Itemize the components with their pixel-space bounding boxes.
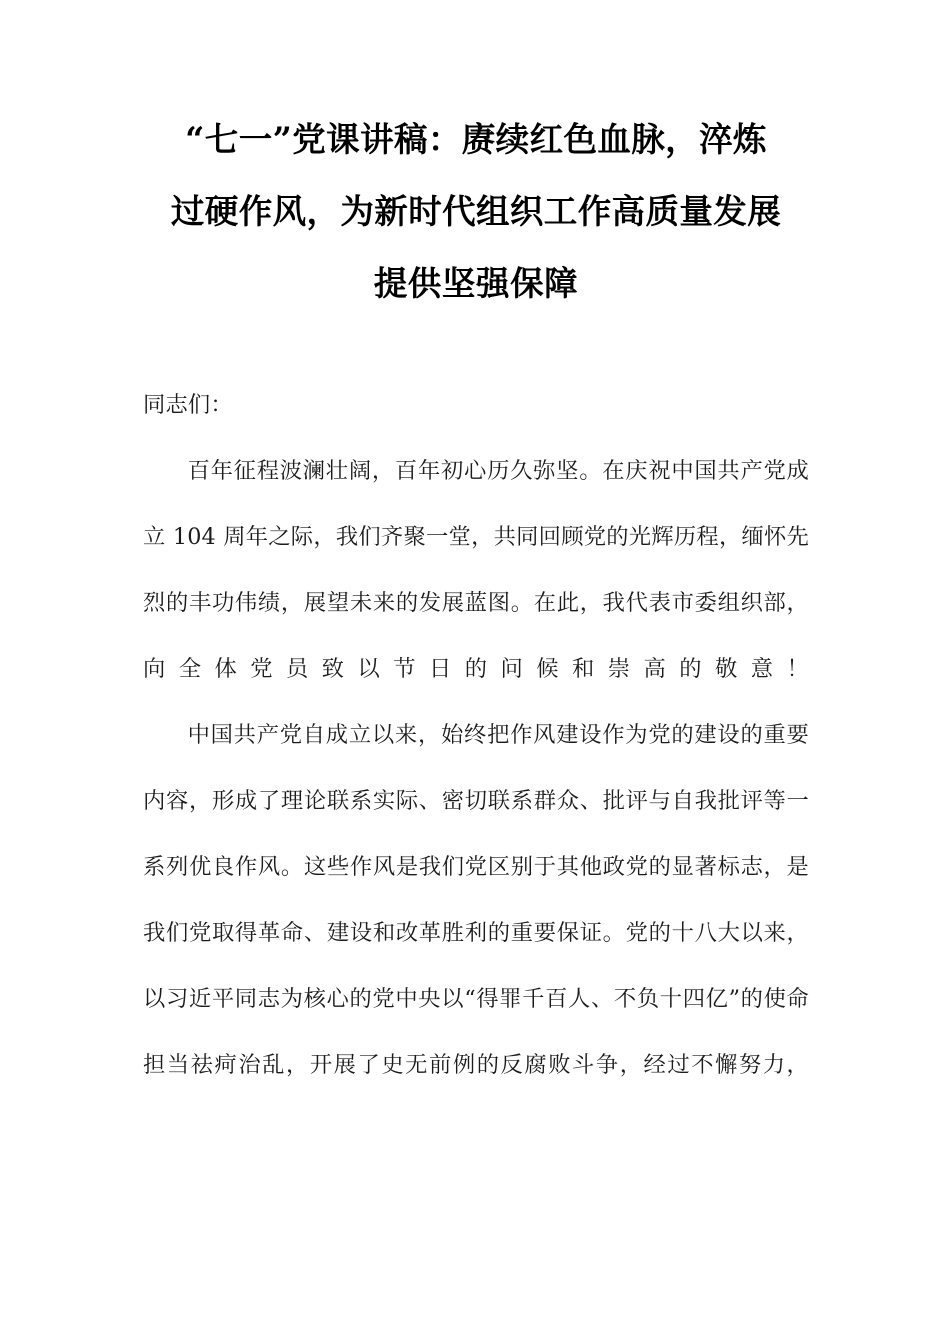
title-line-3: 提供坚强保障 <box>373 264 579 303</box>
paragraph-1: 百年征程波澜壮阔，百年初心历久弥坚。在庆祝中国共产党成立 104 周年之际，我们齐聚一堂，共同回顾党的光辉历程，缅怀先烈的丰功伟绩，展望未来的发展蓝图。在此，我代表市委组织部，向全体党员致以节日的问候和崇高的敬意！ <box>143 458 809 682</box>
document-title <box>143 0 809 320</box>
salutation: 同志们： <box>143 392 233 418</box>
title-line-1: “七一”党课讲稿：赓续红色血脉，淬炼 <box>185 120 767 159</box>
document-text-column <box>143 0 809 1098</box>
paragraph-2: 中国共产党自成立以来，始终把作风建设作为党的建设的重要内容，形成了理论联系实际、密切联系群众、批评与自我批评等一系列优良作风。这些作风是我们党区别于其他政党的显著标志，是我们党取得革命、建设和改革胜利的重要保证。党的十八大以来，以习近平同志为核心的党中央以“得罪千百人、不负十四亿”的使命担当祛疴治乱，开展了史无前例的反腐败斗争，经过不懈努力， <box>143 722 809 1078</box>
title-line-2: 过硬作风，为新时代组织工作高质量发展 <box>170 192 782 231</box>
document-content <box>143 320 809 1098</box>
